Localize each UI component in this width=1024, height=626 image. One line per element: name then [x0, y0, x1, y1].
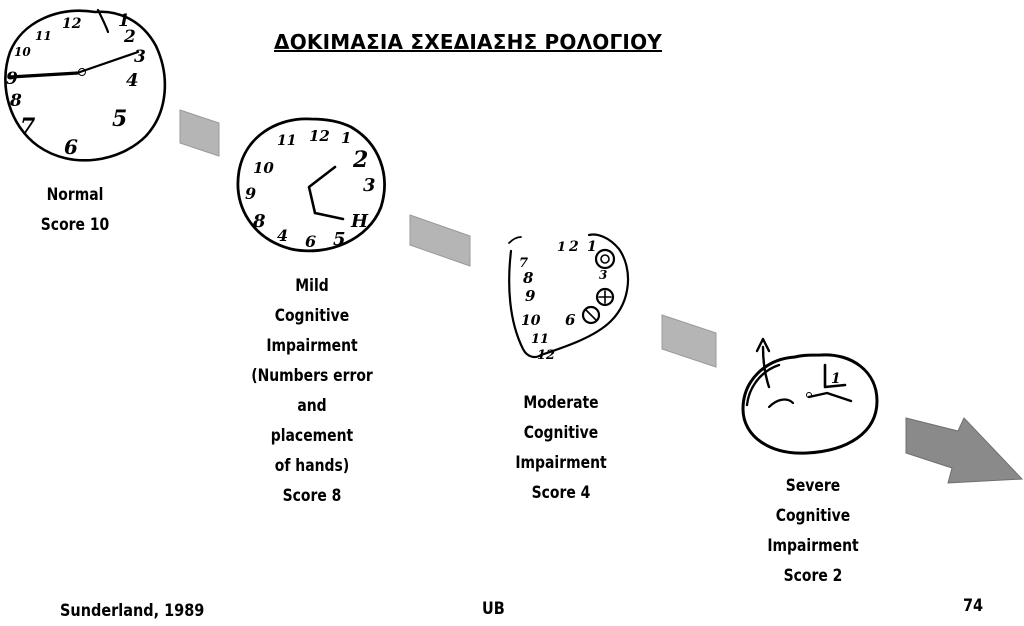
clock-severe-numeral: 1 [831, 371, 841, 387]
clock-moderate-numeral: 2 [569, 239, 579, 255]
caption-line: Impairment [266, 336, 358, 356]
caption-line: Mild [295, 276, 329, 296]
clock-moderate-numeral: 3 [599, 268, 608, 282]
caption-line: Normal [46, 185, 104, 205]
clock-drawing-moderate [495, 225, 635, 365]
page-number: 74 [963, 596, 984, 616]
arrow-segment-2 [410, 215, 470, 266]
caption-line: Cognitive [274, 306, 350, 326]
stage-caption-normal [30, 180, 120, 240]
clock-mild-numeral: 9 [245, 184, 257, 203]
clock-moderate-numeral: 9 [525, 287, 536, 305]
clock-mild-numeral: H [351, 211, 369, 232]
clock-moderate-numeral: 10 [521, 313, 541, 329]
caption-line: Severe [785, 476, 841, 496]
clock-mild-numeral: 11 [277, 133, 297, 149]
clock-moderate-numeral: 1 [557, 240, 567, 255]
clock-normal-numeral: 1 [118, 11, 130, 31]
clock-mild-numeral: 6 [305, 232, 317, 251]
stage-caption-severe [760, 471, 867, 591]
clock-normal-numeral: 6 [64, 135, 78, 159]
clock-mild-numeral: 5 [333, 229, 346, 250]
caption-line: Cognitive [523, 423, 599, 443]
caption-line: Impairment [767, 536, 859, 556]
caption-line: (Numbers error [251, 366, 373, 386]
clock-mild-numeral: 4 [277, 226, 289, 245]
caption-line: placement [270, 426, 354, 446]
clock-normal-numeral: 2 [124, 27, 136, 47]
stage-caption-mild [246, 271, 377, 511]
clock-moderate-numeral: 6 [565, 311, 576, 329]
clock-normal-numeral: 7 [20, 114, 36, 140]
clock-mild-numeral: 10 [253, 159, 274, 177]
clock-normal-numeral: 5 [112, 106, 128, 132]
clock-drawing-mild [233, 115, 393, 255]
clock-moderate-numeral: 7 [519, 256, 529, 271]
clock-moderate-numeral: 11 [531, 332, 550, 347]
clock-normal-numeral: 11 [35, 29, 52, 43]
clock-mild-numeral: 8 [253, 211, 266, 232]
clock-moderate-numeral: 1 [587, 239, 597, 255]
clock-mild-numeral: 3 [363, 175, 376, 196]
clock-normal-numeral: 10 [14, 45, 31, 59]
footer-center-label: UB [482, 599, 505, 619]
caption-line: Impairment [515, 453, 607, 473]
clock-normal-numeral: 12 [62, 16, 82, 32]
caption-score: Score 2 [783, 566, 843, 586]
clock-normal-numeral: 3 [134, 47, 146, 67]
arrow-head [906, 418, 1022, 483]
clock-normal-numeral: 8 [10, 91, 22, 111]
arrow-segment-3 [662, 315, 716, 367]
clock-drawing-severe [735, 335, 885, 460]
clock-moderate-numeral: 12 [537, 348, 556, 363]
clock-drawing-normal [0, 0, 175, 170]
caption-score: Score 10 [40, 215, 110, 235]
caption-line: of hands) [274, 456, 350, 476]
source-citation: Sunderland, 1989 [60, 601, 205, 621]
clock-mild-numeral: 12 [309, 127, 330, 145]
clock-normal-numeral: 9 [6, 69, 18, 89]
slide-title: ΔΟΚΙΜΑΣΙΑ ΣΧΕΔΙΑΣΗΣ ΡΟΛΟΓΙΟΥ [274, 30, 662, 54]
caption-line: and [297, 396, 327, 416]
clock-moderate-numeral: 8 [523, 269, 534, 287]
caption-score: Score 4 [531, 483, 591, 503]
stage-caption-moderate [508, 388, 615, 508]
caption-line: Cognitive [775, 506, 851, 526]
clock-mild-numeral: 2 [353, 147, 369, 173]
clock-normal-numeral: 4 [126, 70, 139, 91]
caption-score: Score 8 [282, 486, 342, 506]
caption-line: Moderate [523, 393, 599, 413]
clock-mild-numeral: 1 [341, 129, 352, 147]
arrow-segment-1 [180, 110, 219, 156]
